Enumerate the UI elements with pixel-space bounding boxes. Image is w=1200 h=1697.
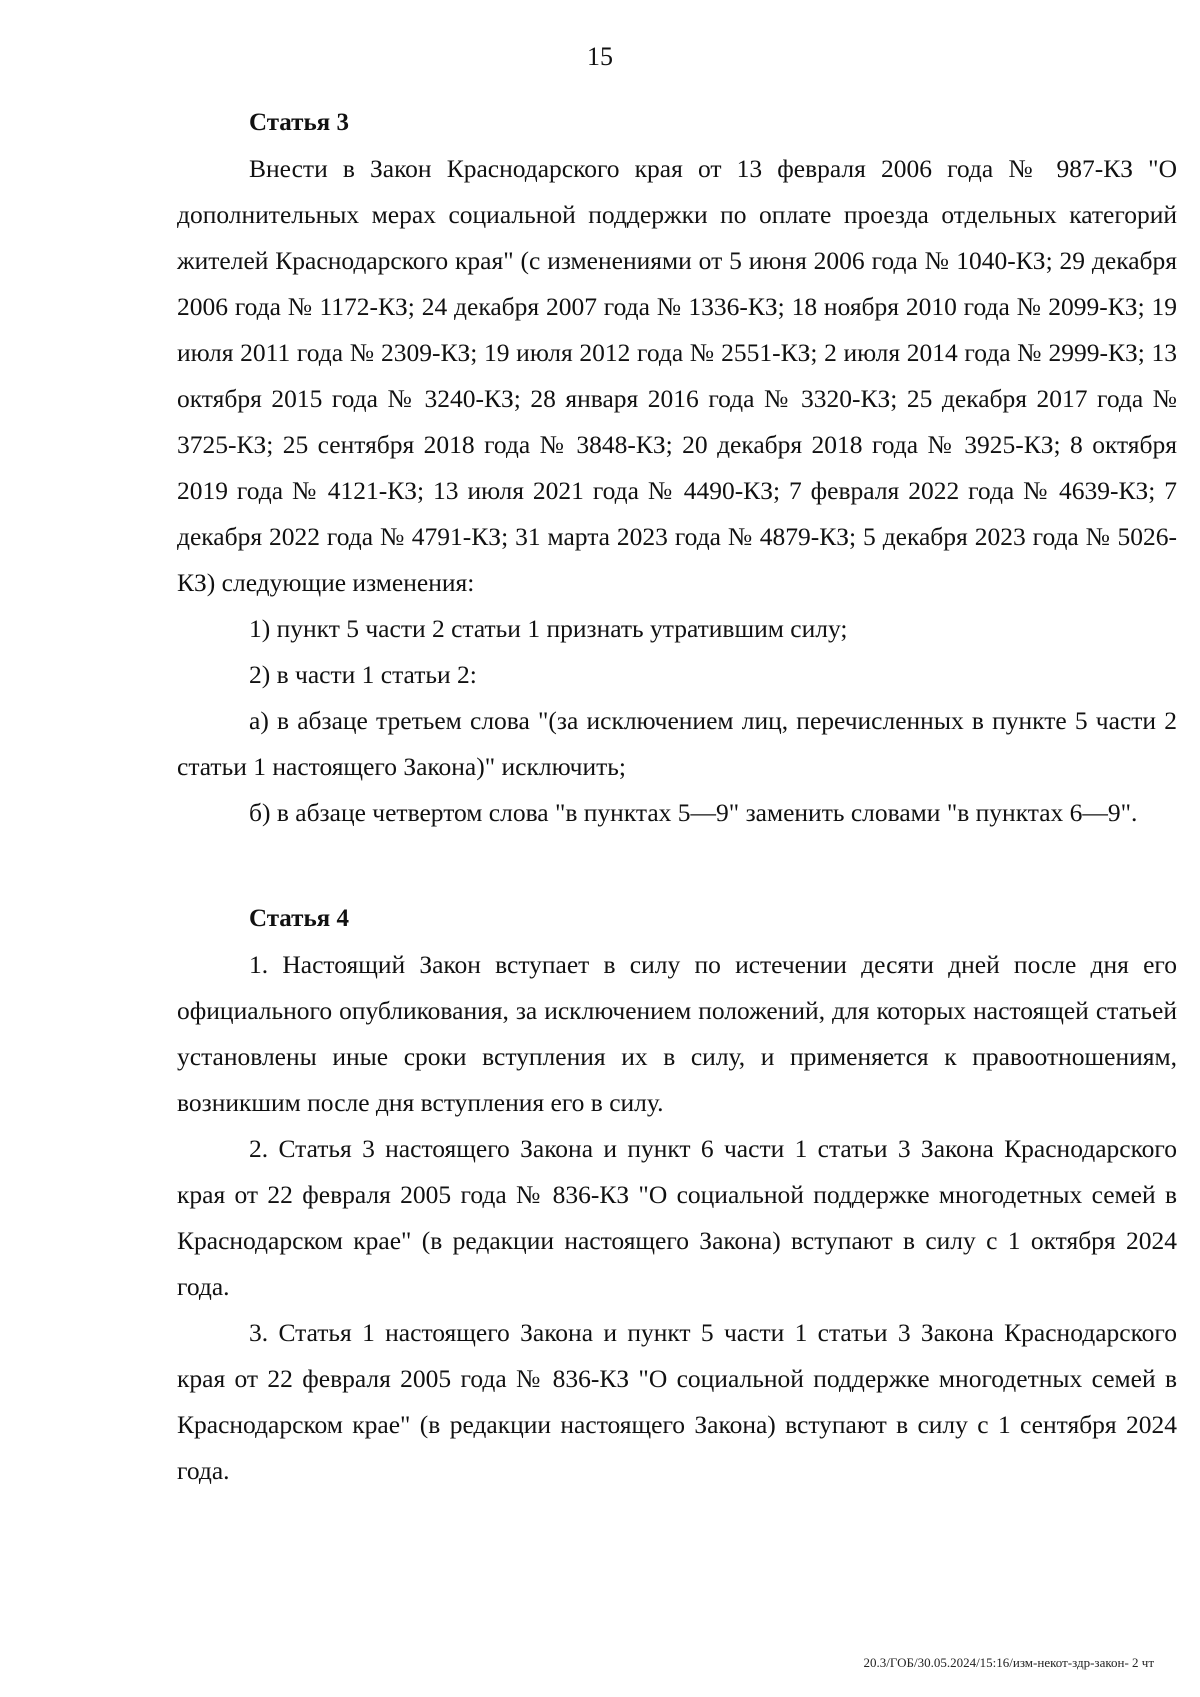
page-number: 15 [587,42,613,71]
article-3-heading: Статья 3 [249,109,349,136]
section-spacer [177,836,1177,896]
article-3-item-2a: а) в абзаце третьем слова "(за исключением лиц, перечисленных в пункте 5 части 2 статьи 1 настоящего Закона)" исключить; [177,706,1177,781]
article-3-intro: Внести в Закон Краснодарского края от 13 февраля 2006 года № 987-КЗ "О дополнительных мерах социальной поддержки по оплате проезда отдельных категорий жителей Краснодарского края" (с изменениями от 5 июня 2006 года № 1040-КЗ; 29 декабря 2006 года № 1172-КЗ; 24 декабря 2007 года № 1336-КЗ; 18 ноября 2010 года № 2099-КЗ; 19 июля 2011 года № 2309-КЗ; 19 июля 2012 года № 2551-КЗ; 2 июля 2014 года № 2999-КЗ; 13 октября 2015 года № 3240-КЗ; 28 января 2016 года № 3320-КЗ; 25 декабря 2017 года № 3725-КЗ; 25 сентября 2018 года № 3848-КЗ; 20 декабря 2018 года № 3925-КЗ; 8 октября 2019 года № 4121-КЗ; 13 июля 2021 года № 4490-КЗ; 7 февраля 2022 года № 4639-КЗ; 7 декабря 2022 года № 4791-КЗ; 31 марта 2023 года № 4879-КЗ; 5 декабря 2023 года № 5026-КЗ) следующие изменения: [177,154,1177,597]
article-4-paragraph-3: 3. Статья 1 настоящего Закона и пункт 5 части 1 статьи 3 Закона Краснодарского края от 22 февраля 2005 года № 836-КЗ "О социальной поддержке многодетных семей в Краснодарском крае" (в редакции настоящего Закона) вступают в силу с 1 сентября 2024 года. [177,1318,1177,1485]
article-4-heading: Статья 4 [249,905,349,932]
article-3-item-2: 2) в части 1 статьи 2: [249,660,477,689]
article-4-paragraph-2: 2. Статья 3 настоящего Закона и пункт 6 части 1 статьи 3 Закона Краснодарского края от 22 февраля 2005 года № 836-КЗ "О социальной поддержке многодетных семей в Краснодарском крае" (в редакции настоящего Закона) вступают в силу с 1 октября 2024 года. [177,1134,1177,1301]
document-footer-code: 20.3/ГОБ/30.05.2024/15:16/изм-некот-здр-закон- 2 чт [863,1655,1154,1670]
article-3 [177,100,1177,836]
article-4 [177,896,1177,1494]
article-3-item-1: 1) пункт 5 части 2 статьи 1 признать утратившим силу; [249,614,848,643]
article-4-paragraph-1: 1. Настоящий Закон вступает в силу по истечении десяти дней после дня его официального опубликования, за исключением положений, для которых настоящей статьей установлены иные сроки вступления их в силу, и применяется к правоотношениям, возникшим после дня вступления его в силу. [177,950,1177,1117]
article-3-item-2b: б) в абзаце четвертом слова "в пунктах 5—9" заменить словами "в пунктах 6—9". [249,798,1138,827]
document-body [177,100,1177,1494]
